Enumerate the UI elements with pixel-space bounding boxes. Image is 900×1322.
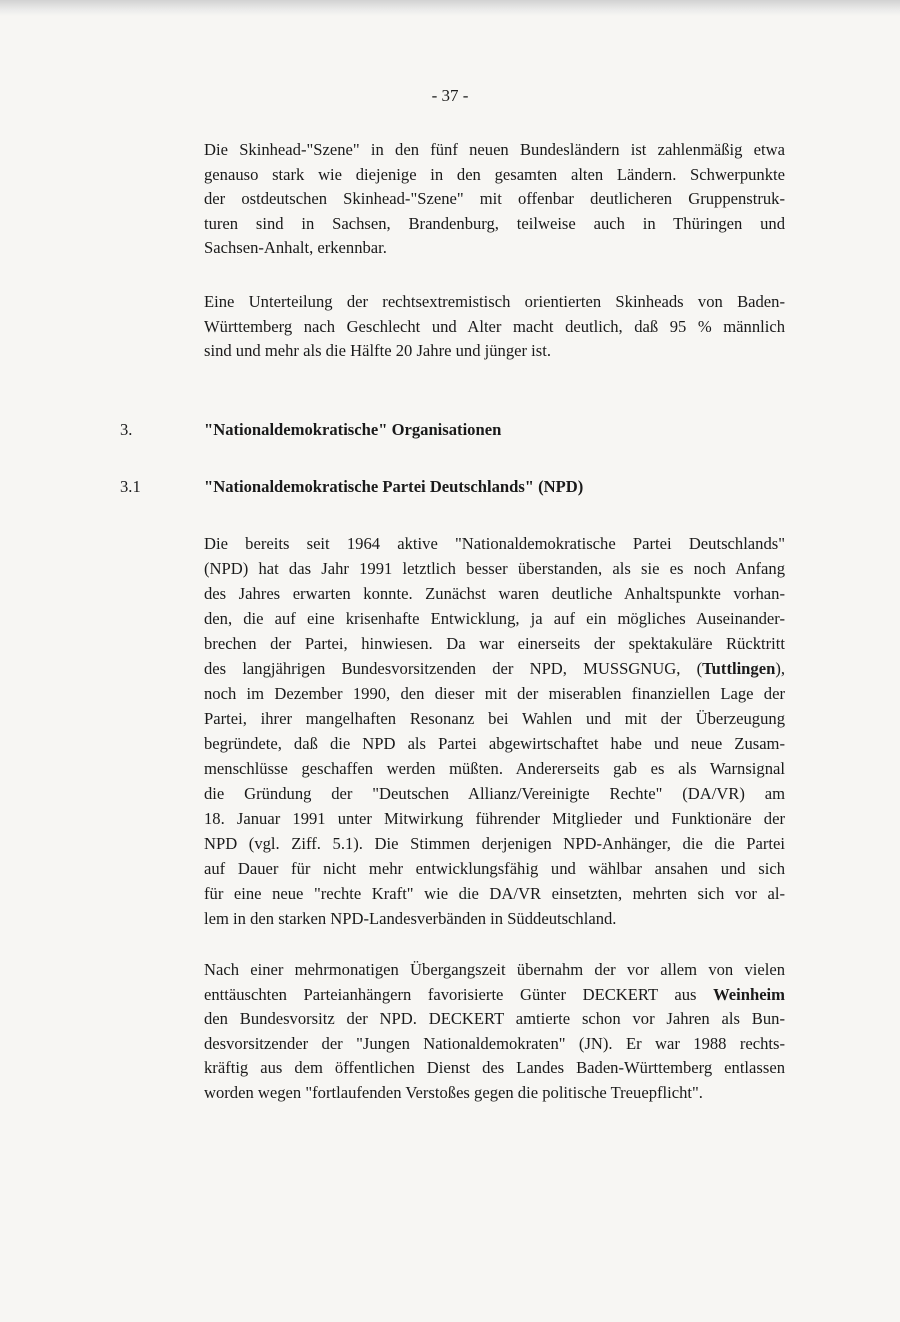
text-segment: NPD (vgl. Ziff. 5.1). Die Stimmen derjenigen NPD-Anhänger, die die Partei (204, 834, 785, 853)
text-segment: des Jahres erwarten konnte. Zunächst waren deutliche Anhaltspunkte vorhan- (204, 584, 785, 603)
text-segment: begründete, daß die NPD als Partei abgewirtschaftet habe und neue Zusam- (204, 734, 785, 753)
text-segment: noch im Dezember 1990, den dieser mit der miserablen finanziellen Lage der (204, 684, 785, 703)
text-segment: Die bereits seit 1964 aktive "Nationaldemokratische Partei Deutschlands" (204, 534, 785, 553)
text-segment: enttäuschten Parteianhängern favorisierte Günter DECKERT aus (204, 984, 714, 1004)
text-line (204, 806, 785, 831)
text-line (204, 556, 785, 581)
text-line (204, 881, 785, 906)
text-segment: Nach einer mehrmonatigen Übergangszeit übernahm der vor allem von vielen (204, 960, 785, 979)
text-segment: worden wegen "fortlaufenden Verstoßes gegen die politische Treuepflicht". (204, 1082, 703, 1102)
section-heading: "Nationaldemokratische" Organisationen (204, 420, 502, 439)
text-segment: für eine neue "rechte Kraft" wie die DA/VR einsetzten, mehrten sich vor al- (204, 884, 785, 903)
text-line (204, 1081, 785, 1106)
text-segment: desvorsitzender der "Jungen Nationaldemokraten" (JN). Er war 1988 rechts- (204, 1033, 785, 1053)
text-line (204, 1007, 785, 1032)
text-segment: Württemberg nach Geschlecht und Alter macht deutlich, daß 95 % männlich (204, 316, 785, 336)
text-line (204, 856, 785, 881)
page-number: - 37 - (431, 86, 469, 105)
scan-edge-shadow (0, 0, 900, 16)
text-segment: 18. Januar 1991 unter Mitwirkung führender Mitglieder und Funktionäre der (204, 809, 785, 828)
text-segment: Partei, ihrer mangelhaften Resonanz bei Wahlen und mit der Überzeugung (204, 709, 785, 728)
text-line (204, 236, 785, 261)
text-line (204, 581, 785, 606)
text-segment: Eine Unterteilung der rechtsextremistisch orientierten Skinheads von Baden- (204, 292, 785, 311)
text-segment: den, die auf eine krisenhafte Entwicklung, ja auf ein mögliches Auseinander- (204, 609, 785, 628)
text-segment: Die Skinhead-"Szene" in den fünf neuen Bundesländern ist zahlenmäßig etwa (204, 140, 785, 159)
text-segment: die Gründung der "Deutschen Allianz/Vereinigte Rechte" (DA/VR) am (204, 784, 785, 803)
text-line (204, 315, 785, 340)
text-line (204, 1032, 785, 1057)
paragraph-npd-history (204, 531, 785, 931)
text-line (204, 756, 785, 781)
text-line (204, 339, 785, 364)
text-segment: den Bundesvorsitz der NPD. DECKERT amtierte schon vor Jahren als Bun- (204, 1009, 785, 1028)
text-line (204, 831, 785, 856)
subsection-heading: "Nationaldemokratische Partei Deutschlands" (NPD) (204, 477, 584, 496)
text-segment: Sachsen-Anhalt, erkennbar. (204, 238, 387, 257)
bold-place-name: Tuttlingen (702, 659, 776, 678)
subsection-number: 3.1 (120, 477, 141, 496)
text-line (204, 656, 785, 681)
text-segment: der ostdeutschen Skinhead-"Szene" mit offenbar deutlicheren Gruppenstruk- (204, 189, 785, 208)
text-line (204, 631, 785, 656)
text-line (204, 1056, 785, 1081)
text-line (204, 531, 785, 556)
text-segment: ), (775, 659, 785, 678)
text-line (204, 906, 785, 931)
text-segment: turen sind in Sachsen, Brandenburg, teilweise auch in Thüringen und (204, 213, 785, 233)
text-line (204, 606, 785, 631)
bold-place-name: Weinheim (713, 984, 785, 1004)
text-line (204, 958, 785, 983)
paragraph-npd-deckert (204, 958, 785, 1105)
text-line (204, 212, 785, 237)
text-segment: kräftig aus dem öffentlichen Dienst des Landes Baden-Württemberg entlassen (204, 1058, 785, 1077)
text-line (204, 983, 785, 1008)
text-line (204, 290, 785, 315)
text-line (204, 187, 785, 212)
text-segment: brechen der Partei, hinwiesen. Da war einerseits der spektakuläre Rücktritt (204, 634, 785, 653)
text-segment: auf Dauer für nicht mehr entwicklungsfähig und wählbar ansahen und sich (204, 859, 785, 878)
text-segment: (NPD) hat das Jahr 1991 letztlich besser überstanden, als sie es noch Anfang (204, 559, 785, 578)
text-line (204, 781, 785, 806)
text-segment: genauso stark wie diejenige in den gesamten alten Ländern. Schwerpunkte (204, 164, 785, 184)
text-line (204, 163, 785, 188)
text-line (204, 706, 785, 731)
text-segment: des langjährigen Bundesvorsitzenden der NPD, MUSSGNUG, ( (204, 659, 703, 678)
text-line (204, 731, 785, 756)
section-number: 3. (120, 420, 133, 439)
paragraph-skinhead-bw (204, 290, 785, 364)
text-line (204, 681, 785, 706)
text-line (204, 138, 785, 163)
paragraph-skinhead-east (204, 138, 785, 261)
text-segment: menschlüsse geschaffen werden müßten. Andererseits gab es als Warnsignal (204, 759, 785, 778)
text-segment: sind und mehr als die Hälfte 20 Jahre und jünger ist. (204, 341, 552, 360)
text-segment: lem in den starken NPD-Landesverbänden in Süddeutschland. (204, 909, 617, 928)
